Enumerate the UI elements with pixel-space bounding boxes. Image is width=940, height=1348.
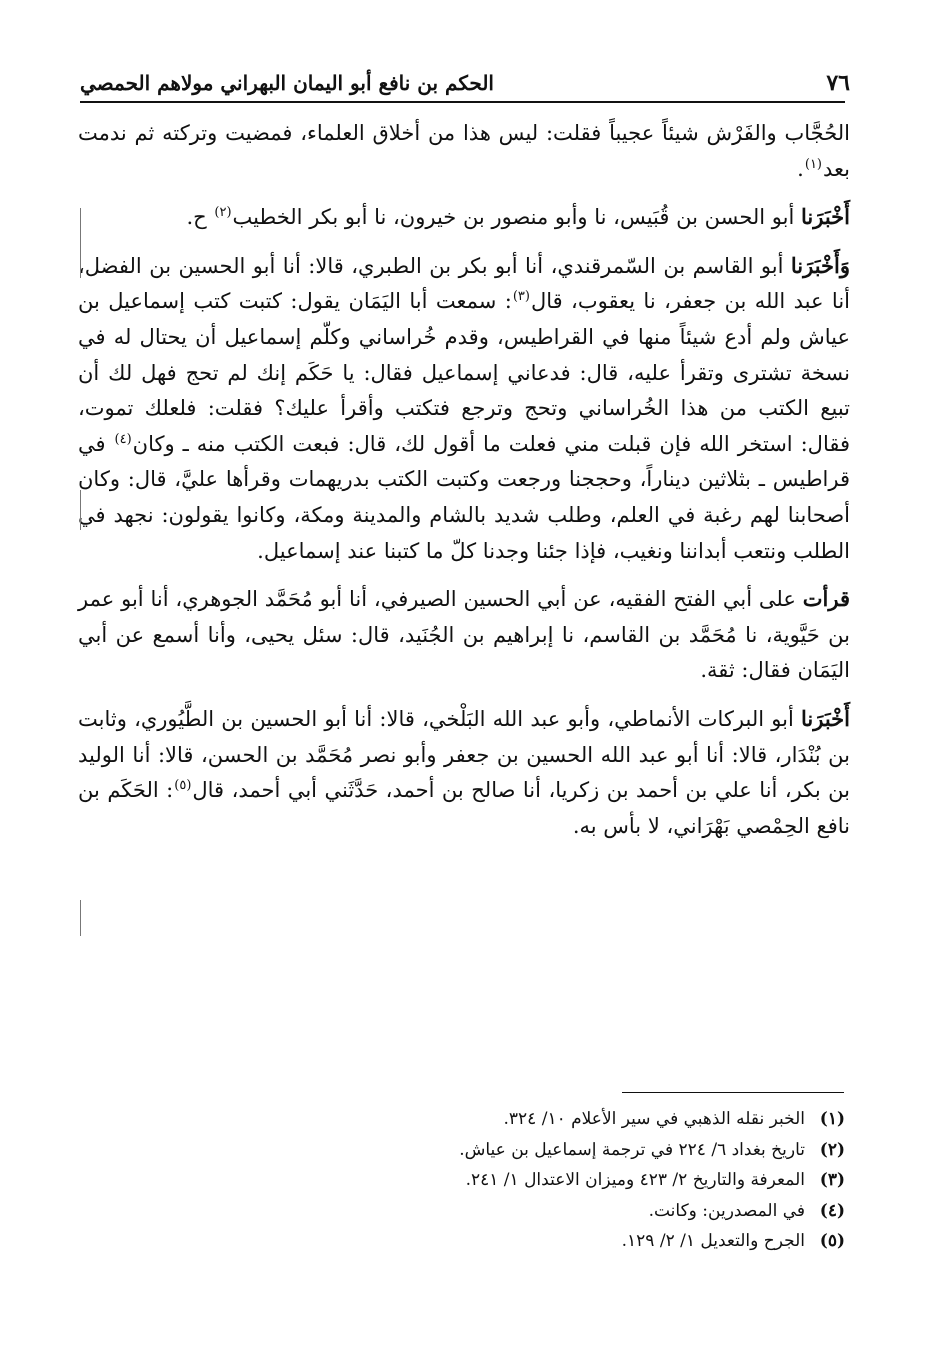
footnotes	[170, 1104, 845, 1257]
margin-mark	[80, 208, 81, 278]
paragraph-tail: : الحَكَم بن نافع الحِمْصي بَهْرَاني، لا بأس به.	[78, 778, 850, 838]
narration-lead: وَأَخْبَرَنا	[790, 252, 851, 278]
paragraph-3	[78, 248, 850, 569]
footnote-ref-1[interactable]: (١)	[804, 156, 822, 172]
footnote-number: (٤)	[819, 1200, 845, 1221]
footnote-number: (٥)	[819, 1231, 845, 1251]
margin-mark	[80, 490, 81, 530]
paragraph-tail: .	[797, 156, 804, 181]
paragraph-text: أبو القاسم بن السّمرقندي، أنا أبو بكر بن الطبري، قالا: أنا أبو الحسين بن الفضل، أنا عبد الله بن جعفر، نا يعقوب، قال	[78, 253, 850, 314]
page-header	[80, 58, 850, 98]
footnote-separator	[622, 1092, 844, 1093]
paragraph-text: : سمعت أبا اليَمَان يقول: كتبت كتب إسماعيل بن عياش ولم أدع شيئاً منها في القراطيس، وقدم خُراساني وكلّم إسماعيل أن يحتال له في نسخة تشترى وتقرأ عليه، قال: فدعاني إسماعيل فقال: يا حَكَم إنك لم تحج فهل لك أن تبيع الكتب من هذا الخُراساني وتحج وترجع فتكتب وأقرأ عليك؟ فقلت: فلعلك تموت، فقال: استخر الله فإن قبلت مني فعلت ما أقول لك، قال: فبعت الكتب منه ـ وكان	[78, 289, 850, 456]
paragraph-text: الحُجَّاب والفَرْش شيئاً عجيباً فقلت: ليس هذا من أخلاق العلماء، فمضيت وتركته ثم ندمت بعد	[78, 121, 850, 181]
footnote-ref-5[interactable]: (٥)	[174, 778, 192, 794]
footnote-item	[170, 1196, 845, 1227]
footnote-item	[170, 1135, 845, 1166]
page-number: ٧٦	[826, 70, 850, 96]
narration-lead: أَخْبَرَنا	[801, 204, 850, 230]
footnote-ref-4[interactable]: (٤)	[114, 431, 132, 447]
footnote-text: الجرح والتعديل ١/ ٢/ ١٢٩.	[621, 1231, 805, 1251]
footnote-number: (٣)	[819, 1170, 845, 1190]
main-text	[78, 116, 850, 844]
margin-mark	[80, 900, 81, 936]
paragraph-tail: ح.	[186, 205, 214, 230]
footnote-text: في المصدرين: وكانت.	[648, 1200, 805, 1221]
footnote-text: المعرفة والتاريخ ٢/ ٤٢٣ وميزان الاعتدال ١/ ٢٤١.	[465, 1170, 805, 1190]
paragraph-tail: في قراطيس ـ بثلاثين ديناراً، وحججنا ورجعت وكتبت الكتب بدريهمات وقرأها عليَّ، قال: وكان أصحابنا لهم رغبة في العلم، وطلب شديد بالشام والمدينة ومكة، وكانوا يقولون: نجهد في الطلب ونتعب أبداننا ونغيب، فإذا جئنا وجدنا كلّ ما كتبنا عند إسماعيل.	[78, 431, 850, 563]
header-rule	[80, 101, 845, 103]
narration-lead: قرأت	[802, 586, 850, 612]
footnote-item	[170, 1104, 845, 1135]
paragraph-text: أبو البركات الأنماطي، وأبو عبد الله البَلْخي، قالا: أنا أبو الحسين بن الطَّيُوري، وثابت بن بُنْدَار، قالا: أنا أبو عبد الله الحسين بن جعفر وأبو نصر مُحَمَّد بن الحسن، قالا: أنا الوليد بن بكر، أنا علي بن أحمد بن زكريا، أنا صالح بن أحمد، حَدَّثَني أبي أحمد، قال	[78, 706, 850, 803]
footnote-item	[170, 1226, 845, 1257]
paragraph-text: على أبي الفتح الفقيه، عن أبي الحسين الصيرفي، أنا أبو مُحَمَّد الجوهري، أنا أبو عمر بن حَيَّوية، نا مُحَمَّد بن القاسم، نا إبراهيم بن الجُنَيد، قال: سئل يحيى، وأنا أسمع عن أبي اليَمَان فقال: ثقة.	[78, 587, 850, 683]
footnote-ref-2[interactable]: (٢)	[214, 205, 232, 221]
narration-lead: أَخْبَرَنا	[801, 705, 850, 731]
footnote-item	[170, 1165, 845, 1196]
footnote-text: تاريخ بغداد ٦/ ٢٢٤ في ترجمة إسماعيل بن عياش.	[459, 1139, 805, 1160]
paragraph-4	[78, 581, 850, 689]
paragraph-2	[78, 199, 850, 236]
footnote-number: (١)	[819, 1109, 845, 1129]
footnote-number: (٢)	[819, 1139, 845, 1160]
footnote-text: الخبر نقله الذهبي في سير الأعلام ١٠/ ٣٢٤.	[503, 1109, 805, 1129]
running-title: الحكم بن نافع أبو اليمان البهراني مولاهم الحمصي	[80, 71, 494, 95]
footnote-ref-3[interactable]: (٣)	[512, 289, 530, 305]
paragraph-text: أبو الحسن بن قُبَيس، نا وأبو منصور بن خيرون، نا أبو بكر الخطيب	[232, 205, 802, 230]
paragraph-5	[78, 701, 850, 844]
paragraph-1	[78, 116, 850, 187]
